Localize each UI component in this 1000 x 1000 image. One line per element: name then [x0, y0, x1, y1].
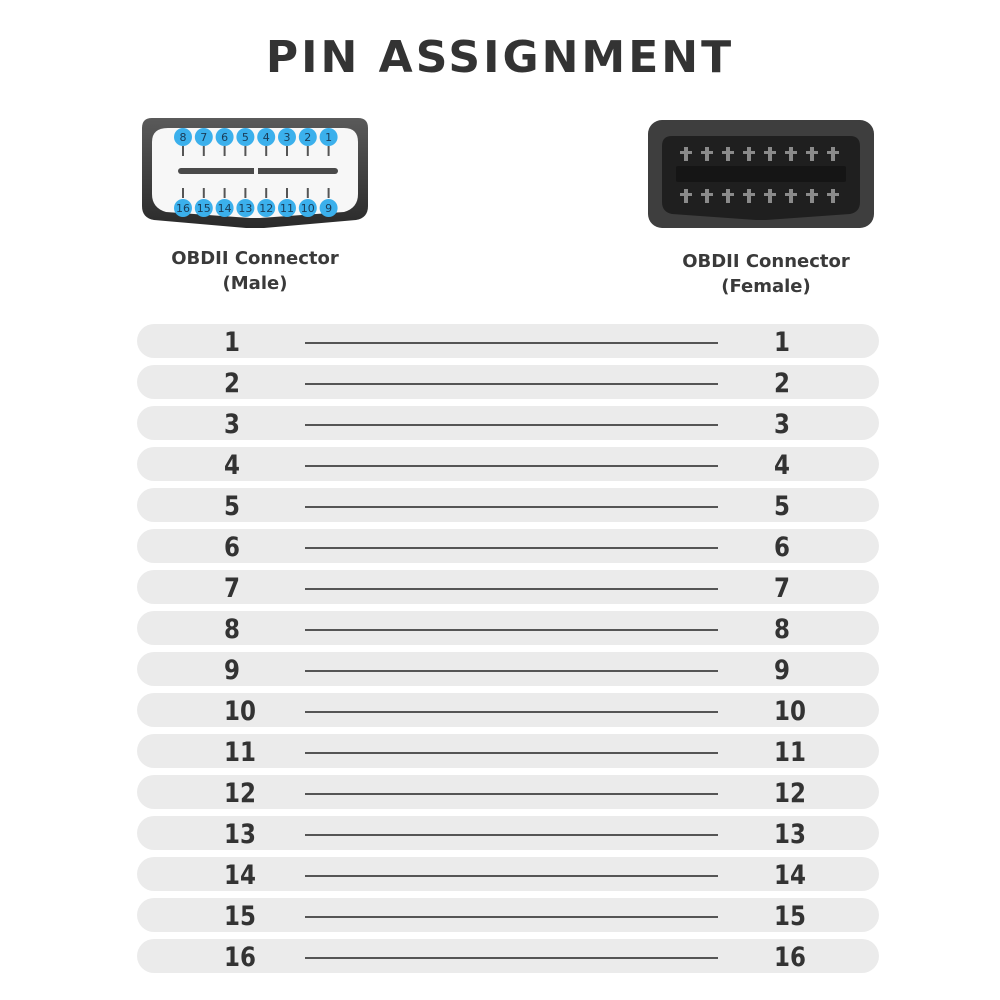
male-pin-number: 8: [224, 614, 240, 645]
male-pin-label: 12: [259, 202, 274, 215]
wire-line: [305, 629, 718, 631]
female-pin-number: 14: [774, 860, 806, 891]
female-connector-illustration: [646, 118, 876, 232]
female-pin-number: 5: [774, 491, 790, 522]
pin-row: [137, 570, 879, 604]
wire-line: [305, 957, 718, 959]
wire-line: [305, 588, 718, 590]
male-pin-number: 12: [224, 778, 256, 809]
female-pin-number: 1: [774, 327, 790, 358]
pin-row: [137, 447, 879, 481]
female-pin-number: 12: [774, 778, 806, 809]
female-pin-number: 2: [774, 368, 790, 399]
male-pin-label: 4: [262, 131, 270, 144]
pin-row: [137, 775, 879, 809]
pin-row: [137, 816, 879, 850]
pin-row: [137, 406, 879, 440]
wire-line: [305, 506, 718, 508]
pin-row: [137, 611, 879, 645]
pin-row: [137, 939, 879, 973]
male-pin-label: 10: [300, 202, 315, 215]
male-pin-number: 3: [224, 409, 240, 440]
male-pin-label: 3: [283, 131, 291, 144]
female-pin-number: 8: [774, 614, 790, 645]
male-pin-label: 14: [217, 202, 232, 215]
pin-row: [137, 898, 879, 932]
pin-row: [137, 488, 879, 522]
wire-line: [305, 342, 718, 344]
wire-line: [305, 834, 718, 836]
wire-line: [305, 383, 718, 385]
male-pin-label: 11: [280, 202, 294, 215]
male-pin-number: 5: [224, 491, 240, 522]
pin-row: [137, 324, 879, 358]
male-pin-number: 9: [224, 655, 240, 686]
male-pin-number: 2: [224, 368, 240, 399]
male-pin-number: 16: [224, 942, 256, 973]
female-pin-number: 4: [774, 450, 790, 481]
male-pin-number: 14: [224, 860, 256, 891]
female-pin-number: 13: [774, 819, 806, 850]
female-pin-number: 11: [774, 737, 806, 768]
male-pin-label: 16: [176, 202, 190, 215]
male-caption-line1: OBDII Connector: [171, 248, 339, 269]
male-pin-label: 15: [196, 202, 211, 215]
male-pin-number: 13: [224, 819, 256, 850]
wire-line: [305, 424, 718, 426]
female-pin-number: 7: [774, 573, 790, 604]
male-pin-label: 6: [221, 131, 229, 144]
pin-row: [137, 365, 879, 399]
wire-line: [305, 547, 718, 549]
male-pin-label: 8: [179, 131, 187, 144]
female-pin-number: 16: [774, 942, 806, 973]
male-pin-number: 11: [224, 737, 256, 768]
wire-line: [305, 670, 718, 672]
female-pin-number: 3: [774, 409, 790, 440]
male-pin-label: 7: [200, 131, 208, 144]
wire-line: [305, 711, 718, 713]
female-pin-number: 15: [774, 901, 806, 932]
wire-line: [305, 465, 718, 467]
male-pin-label: 5: [241, 131, 249, 144]
female-pin-number: 6: [774, 532, 790, 563]
male-pin-label: 2: [304, 131, 312, 144]
male-pin-number: 10: [224, 696, 256, 727]
wire-line: [305, 752, 718, 754]
male-connector-caption: [125, 246, 385, 296]
female-pin-number: 9: [774, 655, 790, 686]
male-connector-illustration: [140, 114, 370, 232]
pin-row: [137, 693, 879, 727]
male-pin-number: 15: [224, 901, 256, 932]
male-pin-number: 7: [224, 573, 240, 604]
pin-row: [137, 652, 879, 686]
female-pin-number: 10: [774, 696, 806, 727]
wire-line: [305, 875, 718, 877]
male-pin-number: 6: [224, 532, 240, 563]
female-connector-caption: [636, 249, 896, 299]
male-pin-label: 1: [325, 131, 333, 144]
pin-assignment-table: [137, 324, 879, 980]
wire-line: [305, 793, 718, 795]
pin-row: [137, 857, 879, 891]
male-pin-label: 13: [238, 202, 253, 215]
pin-row: [137, 529, 879, 563]
page-title: PIN ASSIGNMENT: [265, 32, 735, 83]
male-pin-number: 4: [224, 450, 240, 481]
female-caption-line2: (Female): [721, 276, 811, 297]
wire-line: [305, 916, 718, 918]
male-pin-number: 1: [224, 327, 240, 358]
male-pin-label: 9: [325, 202, 333, 215]
male-caption-line2: (Male): [222, 273, 288, 294]
female-caption-line1: OBDII Connector: [682, 251, 850, 272]
pin-row: [137, 734, 879, 768]
